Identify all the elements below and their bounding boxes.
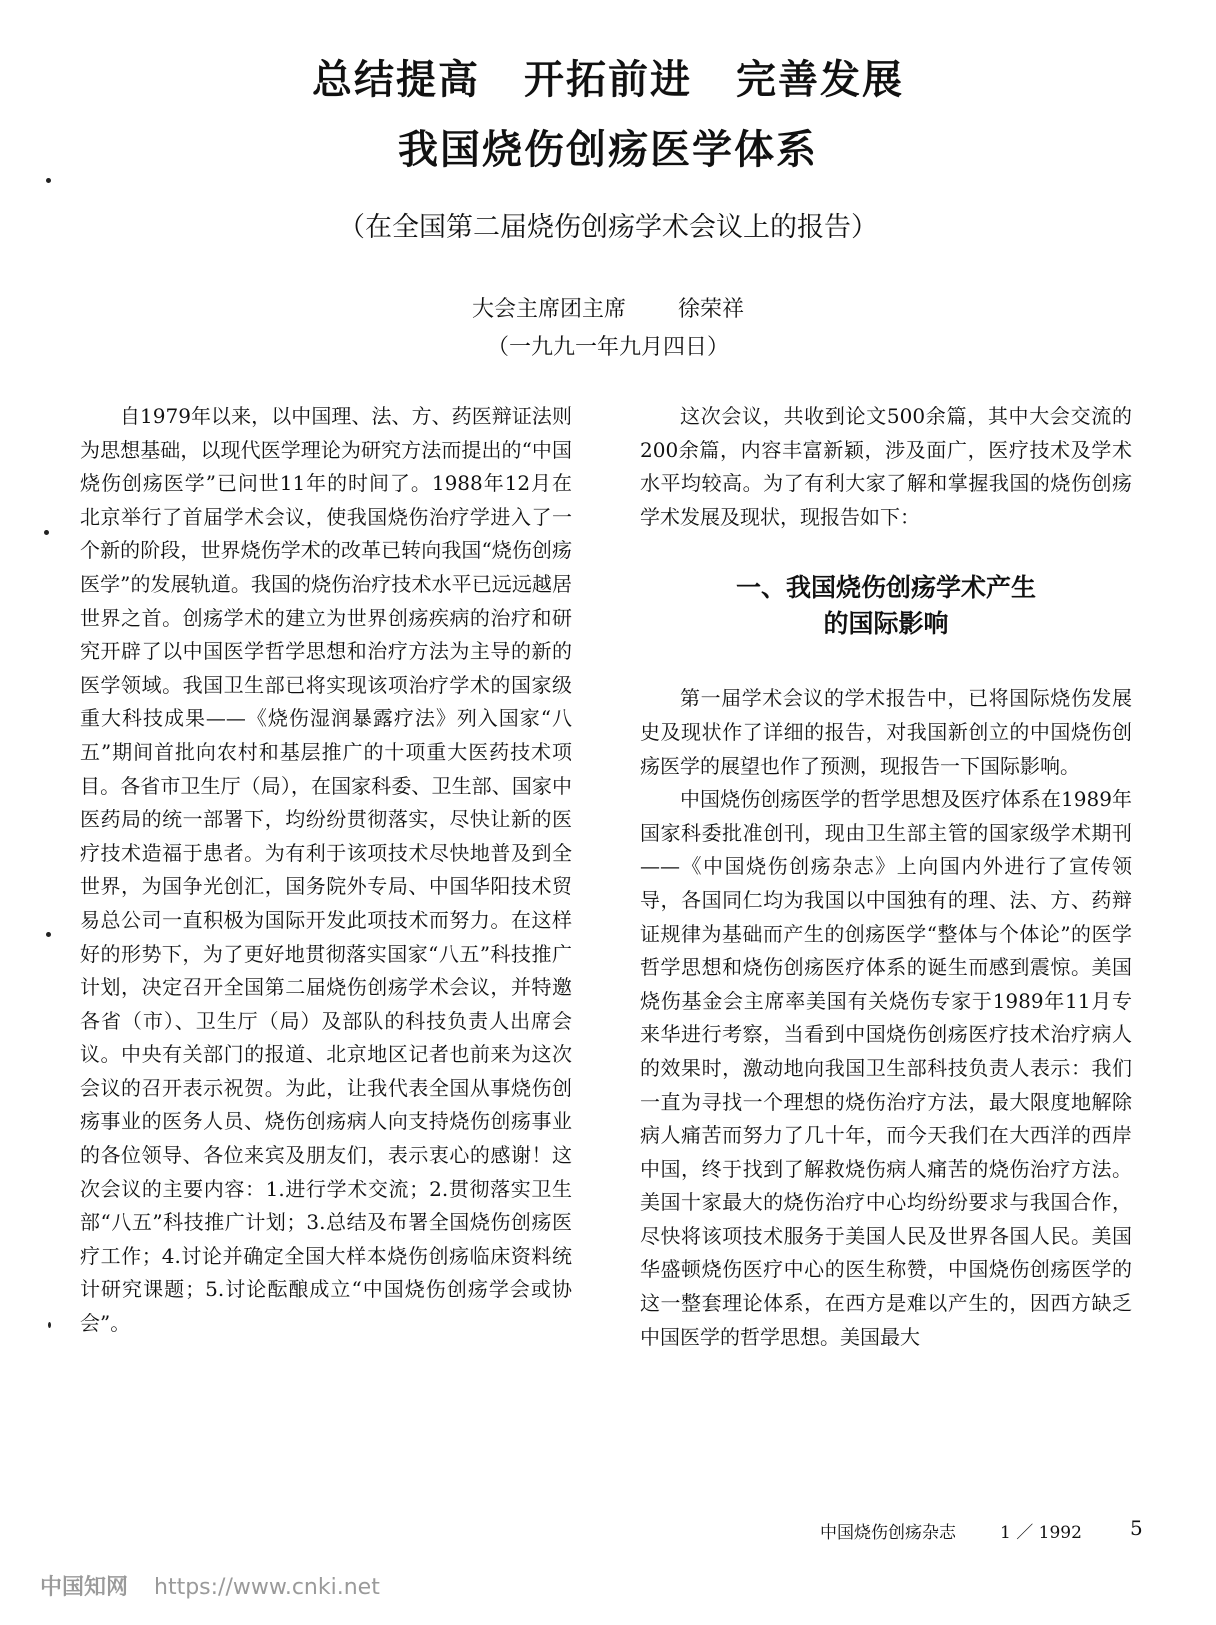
body-paragraph: 这次会议，共收到论文500余篇，其中大会交流的200余篇，内容丰富新颖，涉及面广，医疗技术及学术水平均较高。为了有利大家了解和掌握我国的烧伤创疡学术发展及现状，现报告如下： bbox=[640, 404, 1132, 529]
body-paragraph: 第一届学术会议的学术报告中，已将国际烧伤发展史及现状作了详细的报告，对我国新创立的中国烧伤创疡医学的展望也作了预测，现报告一下国际影响。 bbox=[640, 686, 1132, 778]
watermark-url[interactable]: https://www.cnki.net bbox=[154, 1575, 380, 1600]
right-column bbox=[640, 400, 1132, 1354]
byline bbox=[0, 292, 1216, 323]
watermark bbox=[40, 1570, 380, 1601]
body-paragraph: 自1979年以来，以中国理、法、方、药医辩证法则为思想基础，以现代医学理论为研究方法而提出的“中国烧伤创疡医学”已问世11年的时间了。1988年12月在北京举行了首届学术会议，使我国烧伤治疗学进入了一个新的阶段，世界烧伤学术的改革已转向我国“烧伤创疡医学”的发展轨道。我国的烧伤治疗技术水平已远远越居世界之首。创疡学术的建立为世界创疡疾病的治疗和研究开辟了以中国医学哲学思想和治疗方法为主导的新的医学领域。我国卫生部已将实现该项治疗学术的国家级重大科技成果——《烧伤湿润暴露疗法》列入国家“八五”期间首批向农村和基层推广的十项重大医药技术项目。各省市卫生厅（局），在国家科委、卫生部、国家中医药局的统一部署下，均纷纷贯彻落实，尽快让新的医疗技术造福于患者。为有利于该项技术尽快地普及到全世界，为国争光创汇，国务院外专局、中国华阳技术贸易总公司一直积极为国际开发此项技术而努力。在这样好的形势下，为了更好地贯彻落实国家“八五”科技推广计划，决定召开全国第二届烧伤创疡学术会议，并特邀各省（市）、卫生厅（局）及部队的科技负责人出席会议。中央有关部门的报道、北京地区记者也前来为这次会议的召开表示祝贺。为此，让我代表全国从事烧伤创疡事业的医务人员、烧伤创疡病人向支持烧伤创疡事业的各位领导、各位来宾及朋友们，表示衷心的感谢！这次会议的主要内容：1.进行学术交流；2.贯彻落实卫生部“八五”科技推广计划；3.总结及布署全国烧伤创疡医疗工作；4.讨论并确定全国大样本烧伤创疡临床资料统计研究课题；5.讨论酝酿成立“中国烧伤创疡学会或协会”。 bbox=[80, 404, 572, 1336]
scan-speck bbox=[44, 530, 49, 535]
subtitle: （在全国第二届烧伤创疡学术会议上的报告） bbox=[338, 212, 878, 243]
report-date: （一九九一年九月四日） bbox=[486, 335, 729, 360]
footer-journal-name: 中国烧伤创疡杂志 bbox=[820, 1523, 956, 1543]
title-phrase: 总结提高 bbox=[312, 57, 480, 103]
scan-speck bbox=[48, 1322, 51, 1328]
author-role: 大会主席团主席 bbox=[471, 297, 626, 322]
left-column bbox=[80, 400, 572, 1341]
title-line-2: 我国烧伤创疡医学体系 bbox=[398, 127, 818, 173]
section-heading-line: 的国际影响 bbox=[823, 609, 949, 639]
body-paragraph: 中国烧伤创疡医学的哲学思想及医疗体系在1989年国家科委批准创刊，现由卫生部主管的国家级学术期刊——《中国烧伤创疡杂志》上向国内外进行了宣传领导，各国同仁均为我国以中国独有的理、法、方、药辩证规律为基础而产生的创疡医学“整体与个体论”的医学哲学思想和烧伤创疡医疗体系的诞生而感到震惊。美国烧伤基金会主席率美国有关烧伤专家于1989年11月专来华进行考察，当看到中国烧伤创疡医疗技术治疗病人的效果时，激动地向我国卫生部科技负责人表示：我们一直为寻找一个理想的烧伤治疗方法，最大限度地解除病人痛苦而努力了几十年，而今天我们在大西洋的西岸中国，终于找到了解救烧伤病人痛苦的烧伤治疗方法。美国十家最大的烧伤治疗中心均纷纷要求与我国合作，尽快将该项技术服务于美国人民及世界各国人民。美国华盛顿烧伤医疗中心的医生称赞，中国烧伤创疡医学的这一整套理论体系，在西方是难以产生的，因西方缺乏中国医学的哲学思想。美国最大 bbox=[640, 787, 1132, 1349]
section-heading bbox=[640, 570, 1132, 642]
scan-speck bbox=[46, 178, 51, 183]
author-name: 徐荣祥 bbox=[678, 297, 745, 322]
title-line-1 bbox=[0, 48, 1216, 105]
watermark-brand: 中国知网 bbox=[40, 1575, 129, 1600]
scan-speck bbox=[46, 932, 51, 937]
title-phrase: 开拓前进 bbox=[524, 57, 692, 103]
footer-issue: 1 ／ 1992 bbox=[1000, 1523, 1082, 1543]
page-number: 5 bbox=[1130, 1516, 1143, 1540]
section-heading-line: 一、我国烧伤创疡学术产生 bbox=[735, 573, 1036, 603]
title-phrase: 完善发展 bbox=[736, 57, 904, 103]
